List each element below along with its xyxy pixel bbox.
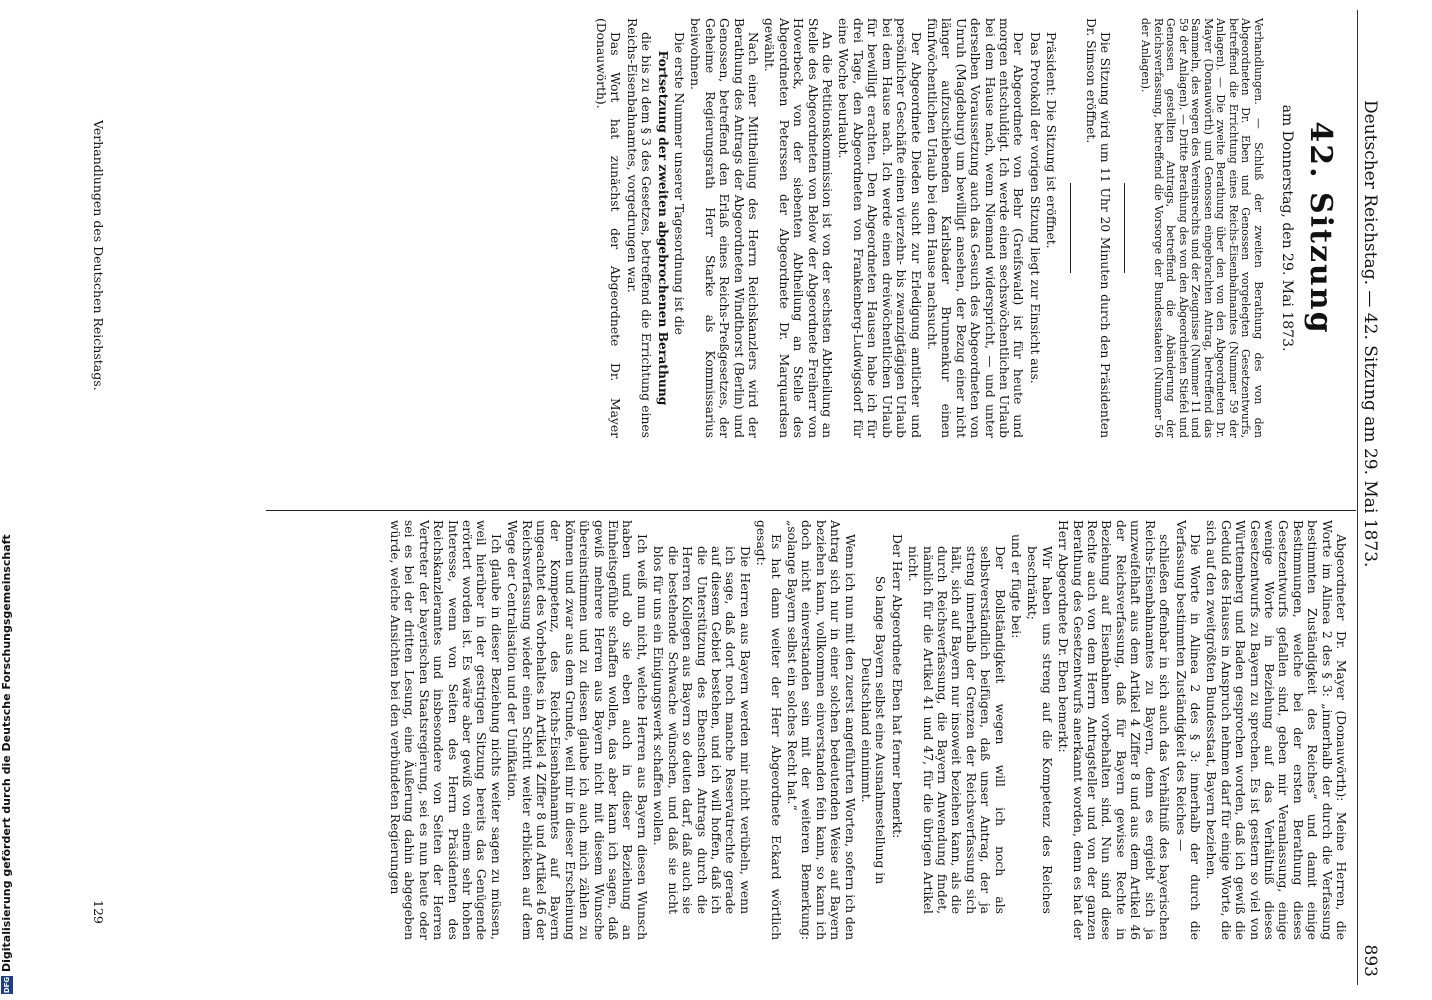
right-paragraph: Die Worte in Alinea 2 des § 3: innerhalb der durch die Verfassung bestimmten Zuständigkeit des Reiches — xyxy=(1173,520,1202,940)
footer-publication-title: Verhandlungen des Deutschen Reichstags. xyxy=(91,120,106,391)
right-paragraph: Der Herr Abgeordnete Eben hat ferner bemerkt: xyxy=(889,534,904,839)
left-paragraph: Das Protokoll der vorigen Sitzung liegt zur Einsicht aus. xyxy=(1027,32,1042,384)
separator-rule xyxy=(1070,183,1071,273)
left-paragraph: die bis zu dem § 3 des Gesetzes, betreffend die Errichtung eines Reichs-Eisenbahnamtes, vorgedrungen war. xyxy=(624,18,654,438)
separator-rule xyxy=(1124,183,1125,273)
left-paragraph: Das Wort hat zunächst der Abgeordnete Dr. Mayer (Donauwörth). xyxy=(594,18,623,438)
right-paragraph: Ich glaube in dieser Beziehung nichts weiter sagen zu müssen, weil hierüber in der gestrigen Sitzung bereits das Genügende erörtert worden ist. Es wäre aber gewiß von einem sehr hohen Interesse, wenn von Seiten des Herrn Präsidenten des Reichskanzleramtes und insbesondere von Seiten der Herren Vertreter der bayerischen Staatsregierung, sei es nun heute oder sei es bei der dritten Lesung, eine Äußerung dahin abgegeben würde, welche Ansichten bei den verbündeten Regierungen xyxy=(388,520,503,940)
block-quote: Die Herren aus Bayern werden mir nicht verübeln, wenn ich sage, daß dort noch manche Reservatrechte gerade auf diesem Gebiet bestehen, und ich will hoffen, daß ich die Unterstützung des Ebenschen Antrags durch die Herren Kollegen aus Bayern so deuten darf, daß auch sie die bestehende Schwache wünschen, und daß sie nicht blos für uns ein Einigungswerk schaffen wollen. xyxy=(651,546,752,914)
opening-paragraph: Die Sitzung wird um 11 Uhr 20 Minuten durch den Präsidenten Dr. Simson eröffnet. xyxy=(1083,18,1112,438)
left-paragraph: An die Petitionskommission ist von der sechsten Abtheilung an Stelle des Abgeordneten von Below der Abgeordnete Freiherr von Hoverbeck, von der siebenten Abtheilung an Stelle des Abgeordneten Peterssen der Abgeordnete Dr. Marquardsen gewählt. xyxy=(762,18,835,438)
left-paragraph: Präsident: Die Sitzung ist eröffnet. xyxy=(1044,32,1059,249)
dfg-logo-icon: DFG xyxy=(3,976,11,994)
block-quote: So lange Bayern selbst eine Ausnahmestellung in Deutschland einnimmt. xyxy=(859,575,888,885)
page-number: 893 xyxy=(1360,944,1380,977)
footer-sheet-number: 129 xyxy=(91,900,106,924)
session-title: 42. Sitzung xyxy=(1303,121,1338,335)
right-paragraph: Ich weiß nun nicht, welche Herren aus Bayern diesen Wunsch haben und ob sie eben auch in dieser Beziehung an Einheitsgefühle schaffen wollen, das aber kann ich sagen, daß gewiß mehrere Herren aus Bayern nicht mit diesem Wunsche übereinstimmen und zu diesen glaube ich auch mich zählen zu können und zwar aus dem Grunde, weil mir in dieser Erscheinung der Kompetenz, des Reichs-Eisenbahnamtes auf Bayern ungeachtet des Vorbehaltes in Artikel 4 Ziffer 8 und Artikel 46 der Reichsverfassung wieder einen Schritt weiter erblicken auf dem Wege der Centralisation und der Unifikation. xyxy=(505,520,649,940)
left-paragraph: Der Abgeordnete von Behr (Greifswald) ist für heute und morgen entschuldigt. Ich werde einen sechswöchentlichen Urlaub bei dem Hause nach, wenn Niemand widerspricht, — und unter derselben Voraussetzung auch das Gesuch des Abgeordneten von Unruh (Magdeburg) um bewilligt ansehen, der Bezug einer nicht länger aufzuschiebenden Karlsbader Brunnenkur einen fünfwöchentlichen Urlaub bei dem Hause nachsucht. xyxy=(924,18,1026,438)
right-paragraph: und er fügte bei: xyxy=(1009,534,1024,639)
digitization-credit xyxy=(0,500,14,1000)
running-head xyxy=(1357,10,1382,985)
digitization-credit-text: Digitalisierung gefördert durch die Deutsche Forschungsgemeinschaft xyxy=(0,534,13,972)
left-column xyxy=(592,18,1348,438)
section-heading: Fortsetzung der zweiten abgebrochenen Berathung xyxy=(655,50,671,406)
left-paragraph: Der Abgeordnete Dieden sucht zur Erledigung amtlicher und persönlicher Geschäfte einen vierzehn- bis zwanzigtägigen Urlaub bei dem Hause nach. Ich werde einen dreiwöchentlichen Urlaub für bewilligt erachten. Den Abgeordneten Hausen habe ich für drei Tage, den Abgeordneten von Frankenberg-Ludwigsdorf für eine Woche beurlaubt. xyxy=(836,18,923,438)
left-paragraph: Nach einer Mittheilung des Herrn Reichskanzlers wird der Berathung des Antrags der Abgeordneten Windthorst (Berlin) und Genossen, betreffend den Erlaß eines Reichs-Preßgesetzes, der Geheime Regierungsrath Herr Starke als Kommissarius beiwohnen. xyxy=(688,18,761,438)
right-paragraph: Abgeordneter Dr. Mayer (Donauwörth): Meine Herren, die Worte im Alinea 2 des § 3: „innerhalb der durch die Verfassung bestimmten Zuständigkeit des Reiches“ und damit einige Bestimmungen, welche bei der ersten Berathung dieses Gesetzentwurfs gefallen sind, geben mir Veranlassung, einige wenige Worte in Beziehung auf das Verhältniß dieses Gesetzentwurfs zu Bayern zu sprechen. Es ist gestern so viel von Württemberg und Baden gesprochen worden, daß ich gewiß die Geduld des Hauses in Anspruch nehmen darf für einige Worte, die sich auf den zweitgrößten Bundesstaat, Bayern beziehen. xyxy=(1204,520,1348,940)
rotated-page-content xyxy=(36,0,1396,1000)
block-quote: Wir haben uns streng auf die Kompetenz des Reiches beschränkt; xyxy=(1025,546,1054,914)
right-column xyxy=(386,520,1348,940)
left-paragraph: Die erste Nummer unserer Tagesordnung ist die xyxy=(672,32,687,335)
column-divider xyxy=(266,510,1356,511)
right-paragraph: Wenn ich nun mit den zuerst angeführten Worten, sofern ich den Antrag sich nur in einer solchen bedeutenden Weise auf Bayern beziehen kann, vollkommen einverstanden fein kann, so kann ich doch nicht einverstanden sein mit der weiteren Bemerkung: „solange Bayern selbst ein solches Recht hat.“ xyxy=(784,520,857,940)
right-paragraph: Es hat dann weiter der Herr Abgeordnete Eckard wörtlich gesagt: xyxy=(754,520,783,940)
running-head-title: Deutscher Reichstag. — 42. Sitzung am 29. Mai 1873. xyxy=(1360,100,1380,568)
agenda-summary: Verhandlungen. — Schluß der zweiten Berathung des von den Abgeordneten Dr. Eben und Genossen vorgelegten Gesetzentwurfs, betreffend die Errichtung eines Reichs-Eisenbahnamtes (Nummer 59 der Anlagen). — Die zweite Berathung über den von den Abgeordneten Dr. Mayer (Donauwörth) und Genossen eingebrachten Antrag, betreffend das Sammeln, des wegen des Vereinsrechts und der Zeugnisse (Nummer 11 und 59 der Anlagen). — Dritte Berathung des von den Abgeordneten Stiefel und Genossen gestellten Antrags, betreffend die Abänderung der Reichsverfassung, betreffend die Vorsorge der Bundesstaaten (Nummer 56 der Anlagen). xyxy=(1139,18,1265,438)
session-date: am Donnerstag, den 29. Mai 1873. xyxy=(1279,104,1295,352)
right-paragraph: schließen offenbar in sich auch das Verhältniß des bayerischen Reichs-Eisenbahnamtes zu Bayern, denn es ergiebt sich ja unzweifelhaft aus dem Artikel 4 Ziffer 8 und aus dem Artikel 46 der Reichsverfassung, daß für Bayern gewisse Rechte in Beziehung auf Eisenbahnen vorbehalten sind. Nun sind diese Rechte auch von dem Herrn Antragsteller und von der ganzen Berathung des Gesetzentwurfs anerkannt worden, denn es hat der Herr Abgeordnete Dr. Eben bemerkt: xyxy=(1056,520,1172,940)
block-quote: Der Bollständigkeit wegen will ich noch als selbstverständlich beifügen, daß unser Antrag, der ja streng innerhalb der Grenzen der Reichsverfassung sich hält, sich auf Bayern nur insoweit beziehen kann, als die durch Reichsverfassung, die Bayern Anwendung findet, nämlich für die Artikel 41 und 47, für die übrigen Artikel nicht. xyxy=(906,546,1007,914)
